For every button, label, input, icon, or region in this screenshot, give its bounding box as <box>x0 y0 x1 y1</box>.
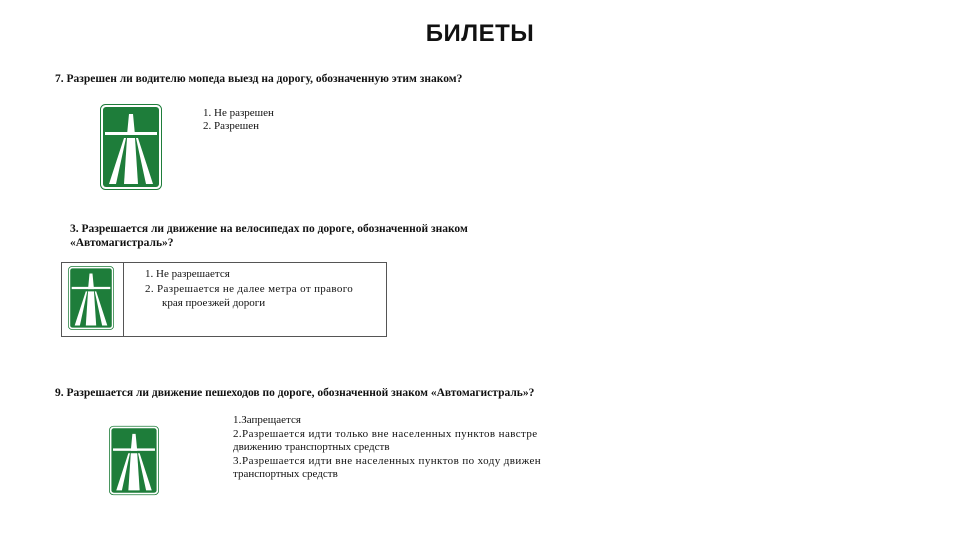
answer-option: 3.Разрешается идти вне населенных пунктов по ходу движен <box>233 454 542 467</box>
answer-option: 1. Не разрешается <box>145 268 230 280</box>
answer-option: 2.Разрешается идти только вне населенных пунктов навстре <box>233 427 538 440</box>
answer-option-continued: транспортных средств <box>233 468 338 480</box>
answer-option: 2. Разрешается не далее метра от правого <box>145 282 354 295</box>
answer-option: 1. Не разрешен <box>203 107 274 119</box>
motorway-sign-icon <box>100 104 162 190</box>
question-3-line2: «Автомагистраль»? <box>70 237 174 249</box>
motorway-sign-icon <box>109 424 159 497</box>
motorway-sign-icon <box>68 266 114 330</box>
answer-option: 1.Запрещается <box>233 414 301 426</box>
question-3-line1: 3. Разрешается ли движение на велосипедах по дороге, обозначенной знаком <box>70 223 468 235</box>
answer-option-continued: края проезжей дороги <box>162 297 266 309</box>
question-7: 7. Разрешен ли водителю мопеда выезд на дорогу, обозначенную этим знаком? <box>55 73 463 85</box>
table-divider <box>123 262 124 336</box>
answer-option: 2. Разрешен <box>203 120 259 132</box>
answer-option-continued: движению транспортных средств <box>233 441 390 453</box>
slide-title: БИЛЕТЫ <box>425 20 535 47</box>
question-9: 9. Разрешается ли движение пешеходов по дороге, обозначенной знаком «Автомагистраль»? <box>55 387 535 399</box>
